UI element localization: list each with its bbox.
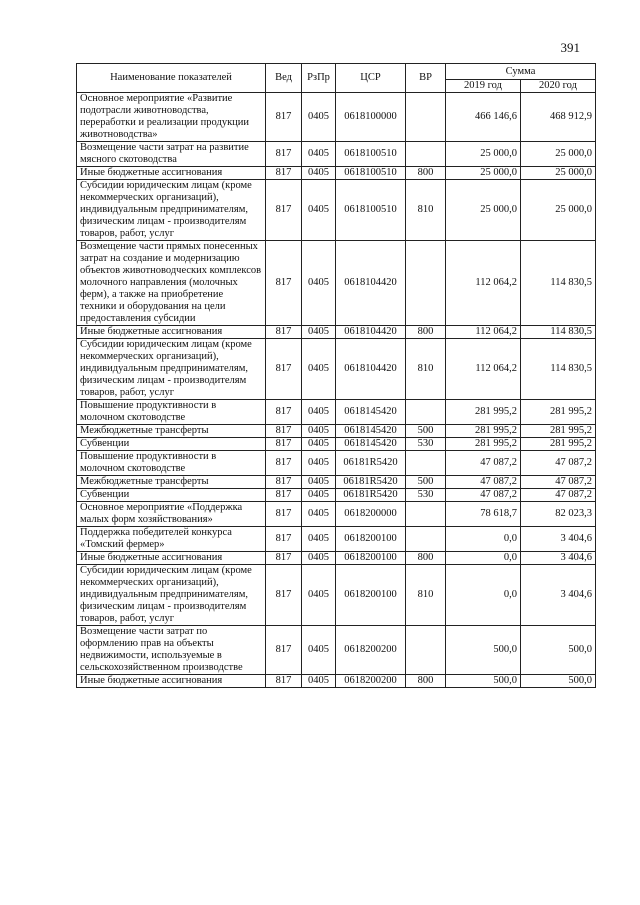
header-2020: 2020 год [521,80,596,93]
row-name: Субсидии юридическим лицам (кроме некоммерческих организаций), индивидуальным предпринимателям, физическим лицам - производителям товаров, работ, услуг [77,565,266,626]
row-rzpr: 0405 [302,93,336,142]
row-sum-2019: 112 064,2 [446,326,521,339]
row-rzpr: 0405 [302,476,336,489]
row-ved: 817 [266,180,302,241]
table-row [77,565,596,626]
row-sum-2019: 500,0 [446,675,521,688]
row-sum-2020: 114 830,5 [521,339,596,400]
table-row [77,400,596,425]
row-sum-2020: 114 830,5 [521,326,596,339]
table-row [77,527,596,552]
row-vr: 810 [406,339,446,400]
row-csr: 06181R5420 [336,451,406,476]
row-rzpr: 0405 [302,241,336,326]
row-vr: 810 [406,565,446,626]
row-name: Субвенции [77,489,266,502]
row-name: Субсидии юридическим лицам (кроме некоммерческих организаций), индивидуальным предпринимателям, физическим лицам - производителям товаров, работ, услуг [77,339,266,400]
row-csr: 0618200000 [336,502,406,527]
row-name: Субвенции [77,438,266,451]
row-vr [406,626,446,675]
row-csr: 0618100510 [336,180,406,241]
row-vr [406,400,446,425]
row-name: Иные бюджетные ассигнования [77,552,266,565]
header-2019: 2019 год [446,80,521,93]
row-csr: 0618145420 [336,400,406,425]
table-row [77,476,596,489]
row-ved: 817 [266,438,302,451]
row-sum-2019: 47 087,2 [446,451,521,476]
table-row [77,339,596,400]
row-vr: 500 [406,476,446,489]
row-ved: 817 [266,339,302,400]
row-sum-2019: 281 995,2 [446,438,521,451]
table-row [77,451,596,476]
row-sum-2019: 25 000,0 [446,167,521,180]
row-ved: 817 [266,675,302,688]
row-name: Основное мероприятие «Развитие подотрасли животноводства, переработки и реализации продукции животноводства» [77,93,266,142]
row-ved: 817 [266,167,302,180]
row-name: Иные бюджетные ассигнования [77,167,266,180]
row-name: Возмещение части прямых понесенных затрат на создание и модернизацию объектов животноводческих комплексов молочного направления (молочных ферм), а также на приобретение техники и оборудования на цели предоставления субсидии [77,241,266,326]
row-sum-2019: 0,0 [446,565,521,626]
table-row [77,142,596,167]
row-sum-2020: 47 087,2 [521,451,596,476]
row-rzpr: 0405 [302,552,336,565]
row-vr: 530 [406,438,446,451]
row-sum-2020: 25 000,0 [521,142,596,167]
row-sum-2020: 114 830,5 [521,241,596,326]
row-vr [406,93,446,142]
row-ved: 817 [266,489,302,502]
row-csr: 0618104420 [336,339,406,400]
row-sum-2019: 47 087,2 [446,489,521,502]
row-ved: 817 [266,93,302,142]
row-sum-2020: 3 404,6 [521,565,596,626]
row-ved: 817 [266,527,302,552]
row-csr: 06181R5420 [336,489,406,502]
header-sum: Сумма [446,64,596,80]
table-row [77,626,596,675]
row-rzpr: 0405 [302,489,336,502]
row-rzpr: 0405 [302,425,336,438]
row-csr: 0618104420 [336,326,406,339]
row-vr: 500 [406,425,446,438]
row-rzpr: 0405 [302,400,336,425]
row-rzpr: 0405 [302,502,336,527]
table-row [77,502,596,527]
row-rzpr: 0405 [302,626,336,675]
row-csr: 0618200100 [336,565,406,626]
header-vr: ВР [406,64,446,93]
row-sum-2019: 78 618,7 [446,502,521,527]
row-ved: 817 [266,502,302,527]
row-ved: 817 [266,326,302,339]
header-rzpr: РзПр [302,64,336,93]
row-name: Поддержка победителей конкурса «Томский фермер» [77,527,266,552]
row-name: Иные бюджетные ассигнования [77,675,266,688]
row-ved: 817 [266,241,302,326]
row-rzpr: 0405 [302,326,336,339]
row-name: Межбюджетные трансферты [77,476,266,489]
row-ved: 817 [266,400,302,425]
row-sum-2020: 25 000,0 [521,167,596,180]
row-ved: 817 [266,142,302,167]
row-vr: 810 [406,180,446,241]
row-ved: 817 [266,626,302,675]
row-csr: 0618100510 [336,167,406,180]
row-sum-2020: 47 087,2 [521,476,596,489]
row-sum-2019: 47 087,2 [446,476,521,489]
row-name: Повышение продуктивности в молочном скотоводстве [77,400,266,425]
row-sum-2019: 112 064,2 [446,339,521,400]
row-rzpr: 0405 [302,142,336,167]
row-csr: 0618200200 [336,675,406,688]
row-csr: 0618200100 [336,527,406,552]
table-row [77,425,596,438]
row-name: Субсидии юридическим лицам (кроме некоммерческих организаций), индивидуальным предпринимателям, физическим лицам - производителям товаров, работ, услуг [77,180,266,241]
row-name: Повышение продуктивности в молочном скотоводстве [77,451,266,476]
row-csr: 06181R5420 [336,476,406,489]
row-csr: 0618200200 [336,626,406,675]
row-rzpr: 0405 [302,339,336,400]
table-row [77,438,596,451]
row-sum-2020: 500,0 [521,675,596,688]
header-csr: ЦСР [336,64,406,93]
row-sum-2020: 25 000,0 [521,180,596,241]
page-number: 391 [560,40,580,55]
budget-table [76,63,596,688]
row-rzpr: 0405 [302,675,336,688]
table-row [77,675,596,688]
row-sum-2019: 25 000,0 [446,142,521,167]
row-sum-2019: 112 064,2 [446,241,521,326]
header-name: Наименование показателей [77,64,266,93]
table-row [77,241,596,326]
row-vr [406,142,446,167]
table-row [77,326,596,339]
table-row [77,180,596,241]
row-rzpr: 0405 [302,438,336,451]
row-vr [406,241,446,326]
row-ved: 817 [266,451,302,476]
row-sum-2019: 0,0 [446,527,521,552]
row-rzpr: 0405 [302,565,336,626]
row-csr: 0618200100 [336,552,406,565]
row-csr: 0618100510 [336,142,406,167]
row-sum-2019: 25 000,0 [446,180,521,241]
row-vr: 800 [406,167,446,180]
row-csr: 0618100000 [336,93,406,142]
row-ved: 817 [266,476,302,489]
row-sum-2020: 281 995,2 [521,400,596,425]
row-name: Возмещение части затрат на развитие мясного скотоводства [77,142,266,167]
table-row [77,552,596,565]
row-csr: 0618104420 [336,241,406,326]
row-sum-2020: 281 995,2 [521,438,596,451]
row-vr [406,502,446,527]
row-ved: 817 [266,565,302,626]
row-rzpr: 0405 [302,167,336,180]
row-sum-2020: 3 404,6 [521,527,596,552]
row-ved: 817 [266,425,302,438]
row-ved: 817 [266,552,302,565]
row-sum-2019: 281 995,2 [446,400,521,425]
header-row [77,64,596,80]
row-sum-2020: 500,0 [521,626,596,675]
row-vr: 530 [406,489,446,502]
row-rzpr: 0405 [302,180,336,241]
row-sum-2019: 466 146,6 [446,93,521,142]
row-vr [406,451,446,476]
row-sum-2020: 281 995,2 [521,425,596,438]
row-name: Иные бюджетные ассигнования [77,326,266,339]
row-name: Межбюджетные трансферты [77,425,266,438]
row-vr: 800 [406,675,446,688]
row-vr: 800 [406,326,446,339]
table-row [77,167,596,180]
row-name: Возмещение части затрат по оформлению прав на объекты недвижимости, используемые в сельскохозяйственном производстве [77,626,266,675]
row-sum-2020: 82 023,3 [521,502,596,527]
table-row [77,489,596,502]
row-sum-2019: 500,0 [446,626,521,675]
row-rzpr: 0405 [302,451,336,476]
row-rzpr: 0405 [302,527,336,552]
row-csr: 0618145420 [336,438,406,451]
row-vr: 800 [406,552,446,565]
table-row [77,93,596,142]
row-sum-2020: 468 912,9 [521,93,596,142]
row-name: Основное мероприятие «Поддержка малых форм хозяйствования» [77,502,266,527]
row-sum-2020: 47 087,2 [521,489,596,502]
row-sum-2019: 0,0 [446,552,521,565]
row-csr: 0618145420 [336,425,406,438]
row-sum-2020: 3 404,6 [521,552,596,565]
header-ved: Вед [266,64,302,93]
row-vr [406,527,446,552]
row-sum-2019: 281 995,2 [446,425,521,438]
